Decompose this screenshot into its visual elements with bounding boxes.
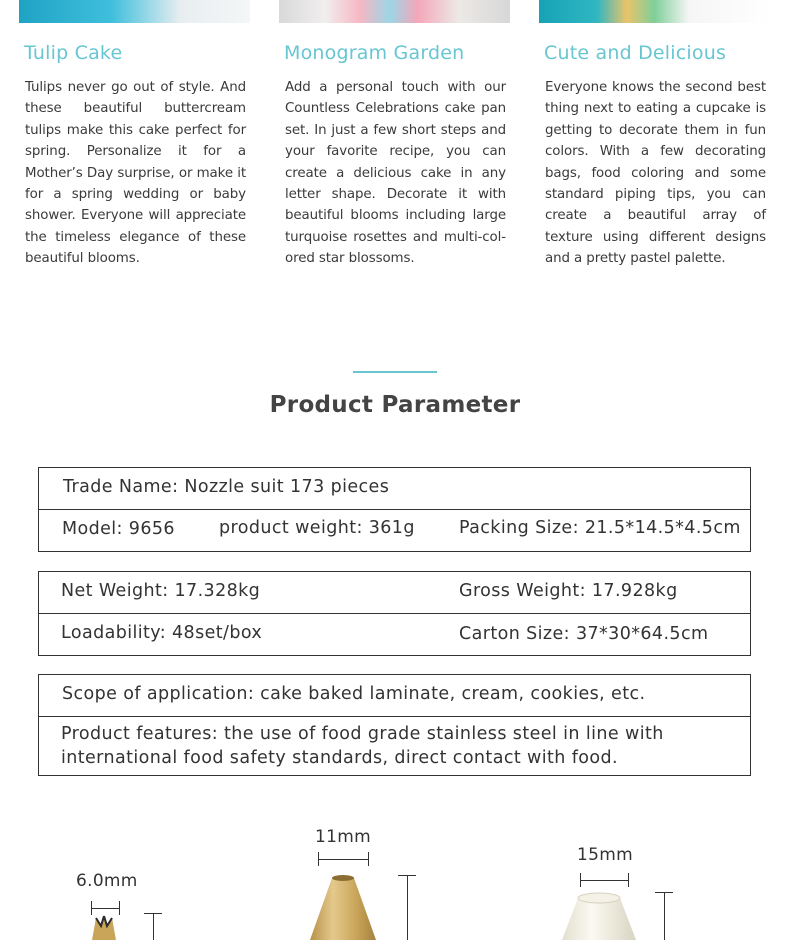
article-cute-and-delicious xyxy=(545,42,766,270)
article-title: Cute and Delicious xyxy=(544,42,727,64)
table-row xyxy=(39,675,750,717)
parameter-table-weights xyxy=(38,571,751,656)
model-cell: Model: 9656 xyxy=(62,519,175,539)
nozzle1-icon xyxy=(84,914,124,940)
nozzle1-tick xyxy=(119,901,120,915)
nozzle1-width-line xyxy=(91,908,120,909)
scope-cell: Scope of application: cake baked laminate, cream, cookies, etc. xyxy=(62,684,646,704)
nozzle2-height-line xyxy=(407,875,408,940)
table-row xyxy=(39,572,750,614)
table-row xyxy=(39,717,750,775)
nozzle3-icon xyxy=(556,892,642,940)
article-body: Tulips never go out of style. And these beautiful buttercream tulips make this cake perfect for spring. Personalize it for a Mother’s Day surprise, or make it for a spring wedding or baby shower. Everyone will appreciate the timeless elegance of these beautiful blooms. xyxy=(25,80,246,267)
nozzle1-height-line xyxy=(153,913,154,940)
carton-size-cell: Carton Size: 37*30*64.5cm xyxy=(459,624,709,644)
product-weight-cell: product weight: 361g xyxy=(219,518,415,538)
nozzle2-tick xyxy=(368,852,369,866)
table-row xyxy=(39,468,750,510)
nozzle1-tick xyxy=(91,901,92,915)
article-tulip-cake xyxy=(25,42,246,270)
net-weight-cell: Net Weight: 17.328kg xyxy=(61,581,261,601)
nozzle3-dimension-label: 15mm xyxy=(577,845,633,865)
article-title: Tulip Cake xyxy=(24,42,123,64)
cupcake-photo xyxy=(539,0,770,23)
table-row xyxy=(39,510,750,551)
nozzle1-dimension-label: 6.0mm xyxy=(76,871,138,891)
parameter-table-basic xyxy=(38,467,751,552)
nozzle2-icon xyxy=(306,874,380,940)
section-title: Product Parameter xyxy=(269,392,521,418)
article-monogram-garden xyxy=(285,42,506,270)
parameter-table-usage xyxy=(38,674,751,776)
nozzle2-width-line xyxy=(318,859,369,860)
monogram-garden-photo xyxy=(279,0,510,23)
nozzle2-tick xyxy=(318,852,319,866)
nozzle3-tick xyxy=(580,873,581,887)
tulip-cake-photo xyxy=(19,0,250,23)
nozzle2-dimension-label: 11mm xyxy=(315,827,371,847)
article-title: Monogram Garden xyxy=(284,42,465,64)
features-cell: Product features: the use of food grade stainless steel in line with international food safety standards, direct contact with food. xyxy=(61,724,664,768)
trade-name-cell: Trade Name: Nozzle suit 173 pieces xyxy=(63,477,390,497)
gross-weight-cell: Gross Weight: 17.928kg xyxy=(459,581,678,601)
article-body: Everyone knows the second best thing next to eating a cupcake is getting to decorate them in fun colors. With a few decorating bags, food coloring and some standard piping tips, you can create a beautiful array of texture using different designs and a pretty pastel palette. xyxy=(545,80,766,267)
loadability-cell: Loadability: 48set/box xyxy=(61,623,263,643)
packing-size-cell: Packing Size: 21.5*14.5*4.5cm xyxy=(459,518,741,538)
nozzle3-tick xyxy=(628,873,629,887)
nozzle3-height-line xyxy=(664,892,665,940)
nozzle3-width-line xyxy=(580,880,629,881)
article-body: Add a personal touch with our Countless Celebrations cake pan set. In just a few short steps and your favorite recipe, you can create a delicious cake in any letter shape. Decorate it with beautiful blooms including large turquoise rosettes and multi-col-ored star blossoms. xyxy=(285,80,506,267)
table-row xyxy=(39,614,750,655)
section-divider xyxy=(353,371,437,373)
